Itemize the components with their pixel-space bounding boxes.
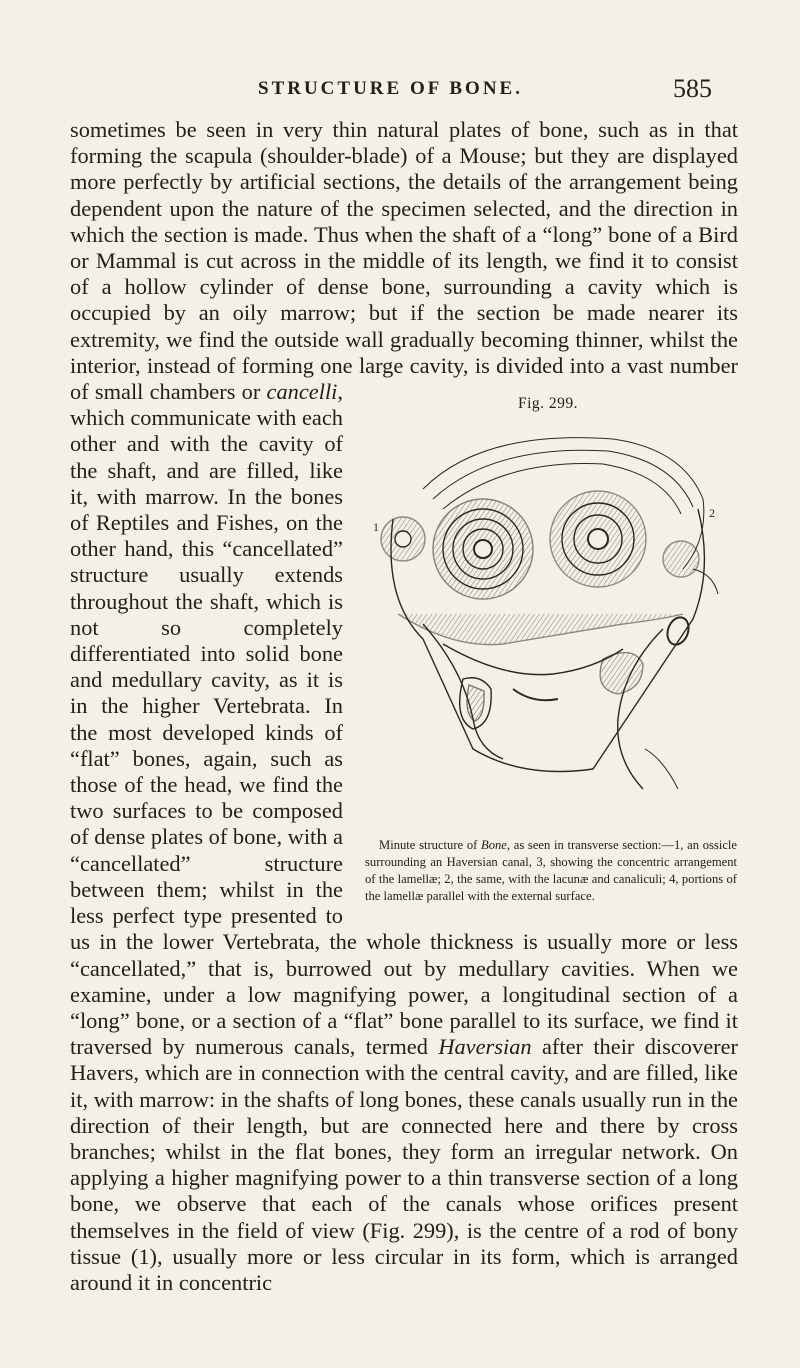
text-run: after their discoverer Havers, which are in connection with the central cavity, and are filled, like it, with marrow: in the shafts of long bones, these canals usually run in the direction of their length, but are connected here and there by cross branches; whilst in the flat bones, they form an irregular network. On applying a higher magnifying power to a thin transverse section of a long bone, we observe that each of the canals whose orifices present themselves in the field of view (Fig. 299), is the centre of a rod of bony tissue (1), usually more or less circular in its form, which is arranged around it in concentric	[70, 1034, 738, 1295]
figure-caption	[365, 837, 737, 905]
text-run: , which communicate with each other and with the cavity of the shaft, and are filled, like it, with marrow. In the bones of Reptiles and Fishes, on the other hand, this “cancellated” structure usually extends throughout the shaft, which is not so completely differentiated into solid bone and medullary cavity, as it is in the higher Vertebrata. In the most developed kinds of “flat” bones, again, such as those of the head, we find the two surfaces to be composed of dense plates of bone, with a “cancellated” structure between them; whilst in the less perfect type presented to us in the lower Vertebrata, the whole thickness is usually more or less “cancellated,” that is, burrowed out by medullary cavities. When we examine, under a low magnifying power, a longitudinal section of a “long” bone, or a section of a “flat” bone parallel to its surface, we find it traversed by numerous canals, termed	[70, 379, 738, 1060]
running-head: STRUCTURE OF BONE.	[258, 78, 523, 99]
caption-term-bone: Bone	[481, 838, 507, 853]
caption-run: , as seen in transverse section:—1, an ossicle surrounding an Haversian canal, 3, showing the concentric arrangement of the lamellæ; 2, the same, with the lacunæ and canaliculi; 4, portions of the lamellæ parallel with the external surface.	[365, 838, 737, 904]
paragraph	[70, 117, 738, 1296]
term-cancelli: cancelli	[266, 379, 338, 405]
caption-text	[365, 837, 737, 905]
page-number: 585	[673, 74, 712, 103]
figure-number-2: 2	[709, 506, 715, 521]
figure-number-1: 1	[373, 520, 379, 535]
term-haversian: Haversian	[438, 1034, 532, 1060]
text-run: sometimes be seen in very thin natural plates of bone, such as in that forming the scapula (shoulder-blade) of a Mouse; but they are displayed more perfectly by artificial sections, the details of the arrangement being dependent upon the nature of the specimen selected, and the direction in which the section is made. Thus when the shaft of a “long” bone of a Bird or Mammal is cut across in the middle of its length, we find it to consist of a hollow cylinder of dense bone, surrounding a cavity which is occupied by an oily marrow; but if the section be made nearer its extremity, we find the outside wall gradually becoming thinner, whilst the interior, instead of forming one large cavity, is divided into a vast number of small chambers or	[70, 117, 738, 405]
page-header	[0, 74, 800, 112]
bone-section-illustration	[363, 419, 733, 829]
caption-run: Minute structure of	[379, 838, 482, 853]
figure-label: Fig. 299.	[517, 395, 579, 413]
body-text	[70, 117, 738, 1296]
figure-299	[355, 379, 741, 921]
